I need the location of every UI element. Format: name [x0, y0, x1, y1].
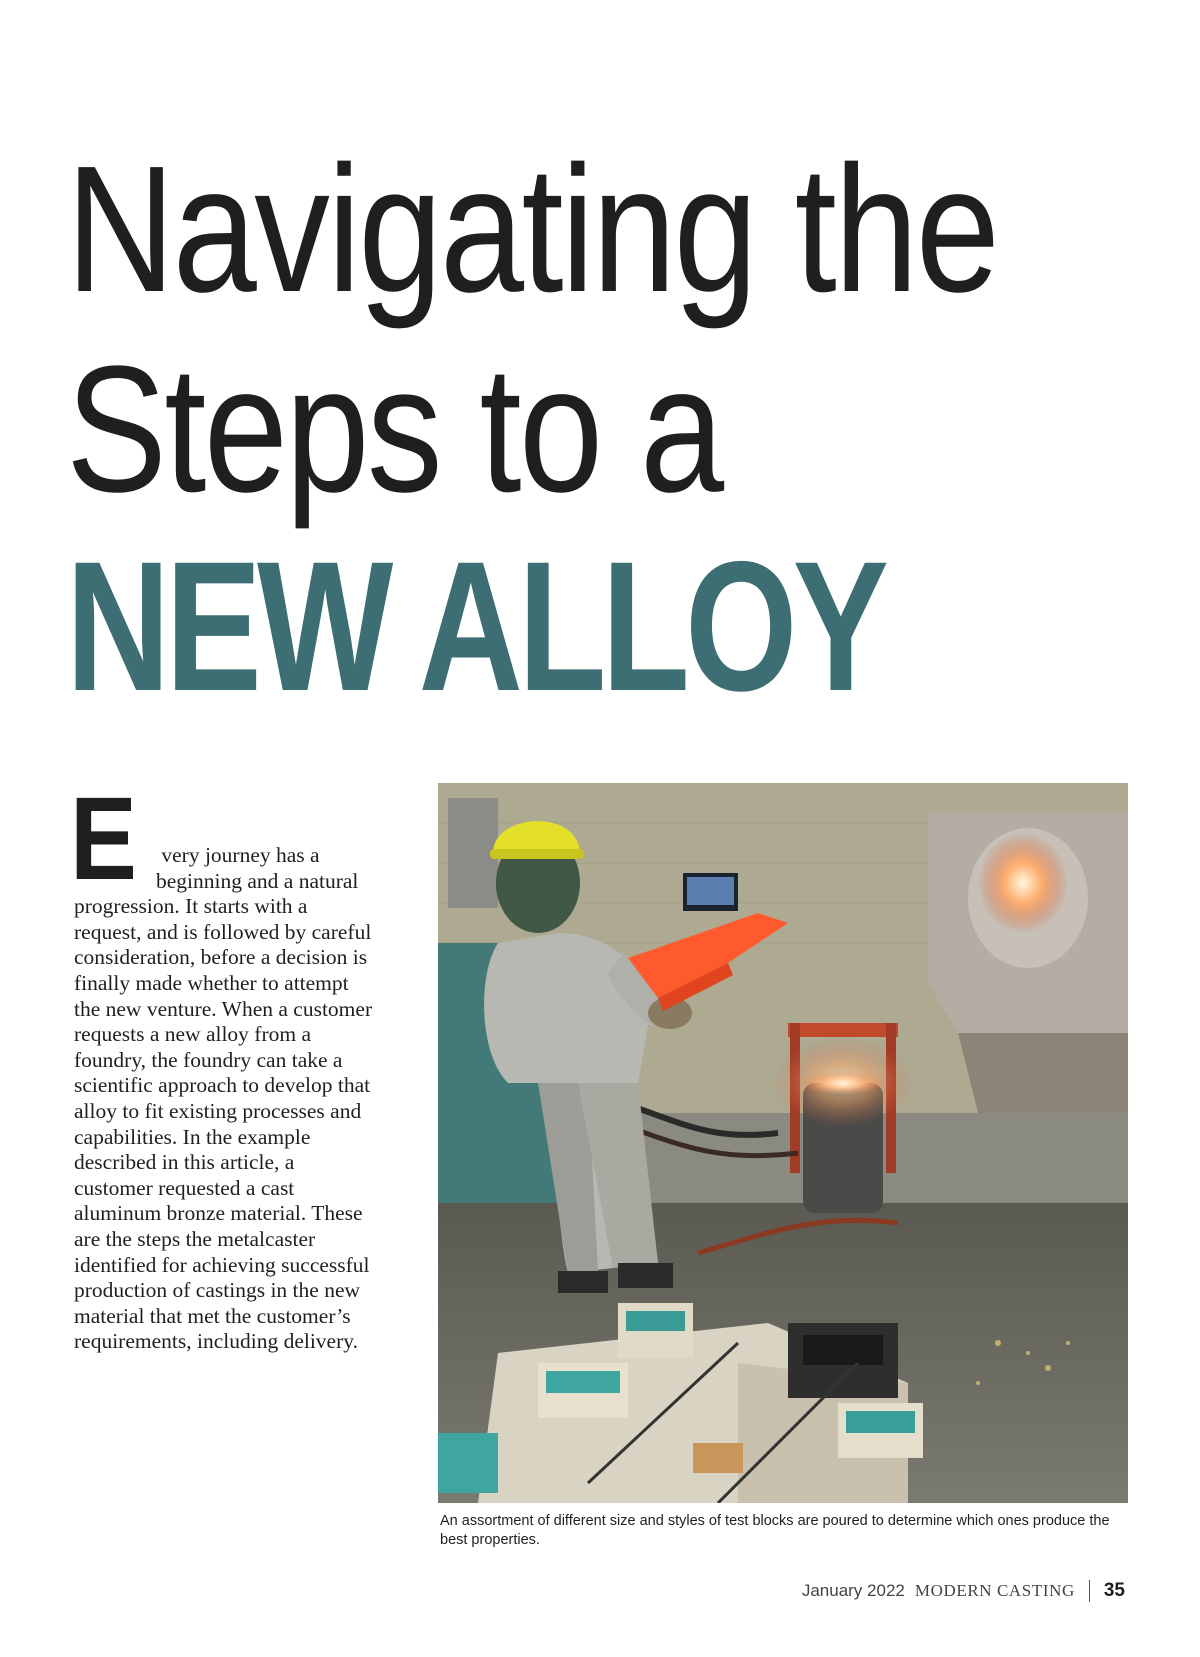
page-footer [802, 1580, 1125, 1602]
page-number: 35 [1103, 1580, 1125, 1601]
article-body-text: very journey has a beginning and a natural progression. It starts with a request, and is followed by careful consideration, before a decision is finally made whether to attempt the new venture. When a customer requests a new alloy from a foundry, the foundry can take a scientific approach to develop that alloy to fit existing processes and capabilities. In the example described in this article, a customer requested a cast aluminum bronze material. These are the steps the metalcaster identified for achieving successful production of castings in the new material that met the customer’s requirements, including delivery. [74, 843, 373, 1354]
foundry-photo [438, 783, 1128, 1503]
article-body-column [70, 773, 374, 1355]
photo-caption: An assortment of different size and styles of test blocks are poured to determine which ones produce the best properties. [440, 1513, 1110, 1548]
footer-date: January 2022 [801, 1581, 905, 1600]
title-line-2: Steps to a [66, 329, 722, 530]
footer-divider [1089, 1580, 1090, 1602]
title-line-3: NEW ALLOY [66, 524, 885, 730]
footer-magazine-name: MODERN CASTING [914, 1581, 1075, 1600]
title-line-1: Navigating the [66, 129, 998, 330]
drop-cap: E [70, 773, 137, 905]
